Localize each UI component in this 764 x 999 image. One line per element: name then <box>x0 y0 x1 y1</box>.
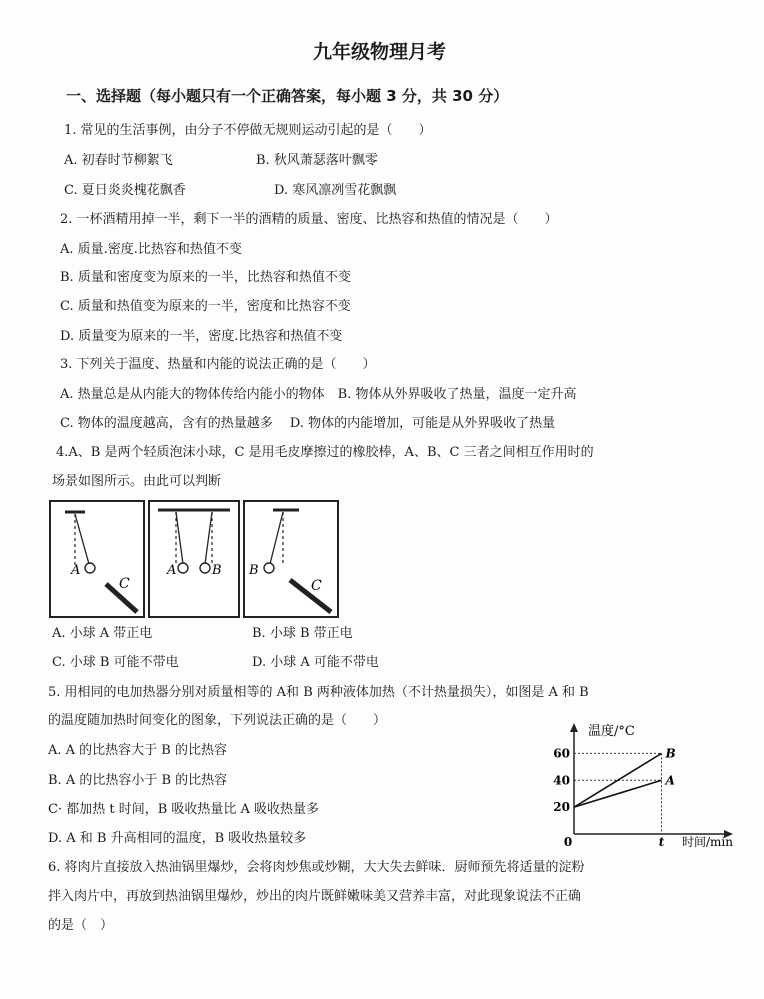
question-4-option-b: B. 小球 B 带正电 <box>252 626 353 641</box>
question-2-option-d: D. 质量变为原来的一半，密度.比热容和热值不变 <box>60 329 343 344</box>
figure-panel-1 <box>49 500 145 618</box>
question-5-stem-line2: 的温度随加热时间变化的图象，下列说法正确的是（ ） <box>48 713 387 728</box>
panel-1-drawing <box>51 502 143 616</box>
chart-x-axis-label: 时间/min <box>682 835 733 849</box>
chart-y-axis-label: 温度/°C <box>588 724 635 739</box>
question-2-stem: 2. 一杯酒精用掉一半，剩下一半的酒精的质量、密度、比热容和热值的情况是（ ） <box>60 212 558 227</box>
temperature-time-chart <box>548 718 748 856</box>
question-5-option-c: C· 都加热 t 时间，B 吸收热量比 A 吸收热量多 <box>48 802 320 817</box>
panel-3-label-b: B <box>249 563 259 578</box>
panel-2-drawing <box>150 502 238 616</box>
question-4-stem-line1: 4.A、B 是两个轻质泡沫小球，C 是用毛皮摩擦过的橡胶棒，A、B、C 三者之间相互作用时的 <box>56 445 594 460</box>
question-1-option-b: B. 秋风萧瑟落叶飘零 <box>256 153 378 168</box>
chart-series-label-B: B <box>665 746 676 761</box>
question-1-option-c: C. 夏日炎炎槐花飘香 <box>64 183 186 198</box>
question-6-line3: 的是（ ） <box>48 918 114 933</box>
question-5-option-a: A. A 的比热容大于 B 的比热容 <box>48 743 227 758</box>
chart-origin-label: 0 <box>563 835 573 849</box>
question-1-stem: 1. 常见的生活事例，由分子不停做无规则运动引起的是（ ） <box>64 123 432 138</box>
question-5-option-b: B. A 的比热容小于 B 的比热容 <box>48 773 228 788</box>
question-2-option-c: C. 质量和热值变为原来的一半，密度和比热容不变 <box>60 299 351 314</box>
question-6-line2: 拌入肉片中，再放到热油锅里爆炒，炒出的肉片既鲜嫩味美又营养丰富，对此现象说法不正确 <box>48 889 582 904</box>
figure-panel-3 <box>243 500 339 618</box>
chart-y-tick-label: 60 <box>553 746 570 761</box>
chart-y-axis-arrow <box>570 723 578 732</box>
chart-series-label-A: A <box>665 773 675 788</box>
question-4-option-a: A. 小球 A 带正电 <box>52 626 153 641</box>
panel-2-label-a: A <box>167 563 177 578</box>
panel-3-drawing <box>245 502 337 616</box>
panel-1-label-a: A <box>71 563 81 578</box>
question-4-option-d: D. 小球 A 可能不带电 <box>252 655 379 670</box>
question-4-option-c: C. 小球 B 可能不带电 <box>52 655 179 670</box>
chart-y-tick-label: 40 <box>553 773 570 788</box>
question-3-stem: 3. 下列关于温度、热量和内能的说法正确的是（ ） <box>60 357 376 372</box>
question-2-option-a: A. 质量.密度.比热容和热值不变 <box>60 242 242 257</box>
section-heading: 一、选择题（每小题只有一个正确答案，每小题 3 分，共 30 分） <box>66 87 509 105</box>
question-5-option-d: D. A 和 B 升高相同的温度，B 吸收热量较多 <box>48 831 307 846</box>
question-6-line1: 6. 将肉片直接放入热油锅里爆炒，会将肉炒焦或炒糊，大大失去鲜味．厨师预先将适量的淀粉 <box>48 860 585 875</box>
chart-series-line-A <box>574 780 662 807</box>
chart-y-tick-label: 20 <box>553 800 570 815</box>
question-3-options-ab: A. 热量总是从内能大的物体传给内能小的物体 B. 物体从外界吸收了热量，温度一定升高 <box>60 387 577 402</box>
panel-3-label-c: C <box>311 578 322 594</box>
chart-x-tick-label: t <box>658 835 665 849</box>
question-5-stem-line1: 5. 用相同的电加热器分别对质量相等的 A和 B 两种液体加热（不计热量损失），如图是 A 和 B <box>48 685 589 700</box>
question-4-stem-line2: 场景如图所示。由此可以判断 <box>52 474 222 489</box>
question-2-option-b: B. 质量和密度变为原来的一半，比热容和热值不变 <box>60 270 351 285</box>
page-title: 九年级物理月考 <box>313 41 447 63</box>
question-1-option-d: D. 寒风凛冽雪花飘飘 <box>274 183 397 198</box>
figure-panel-2 <box>148 500 240 618</box>
question-1-option-a: A. 初春时节柳絮飞 <box>64 153 173 168</box>
panel-2-label-b: B <box>212 563 222 578</box>
panel-1-label-c: C <box>119 576 130 592</box>
question-3-options-cd: C. 物体的温度越高，含有的热量越多 D. 物体的内能增加，可能是从外界吸收了热量 <box>60 416 556 431</box>
